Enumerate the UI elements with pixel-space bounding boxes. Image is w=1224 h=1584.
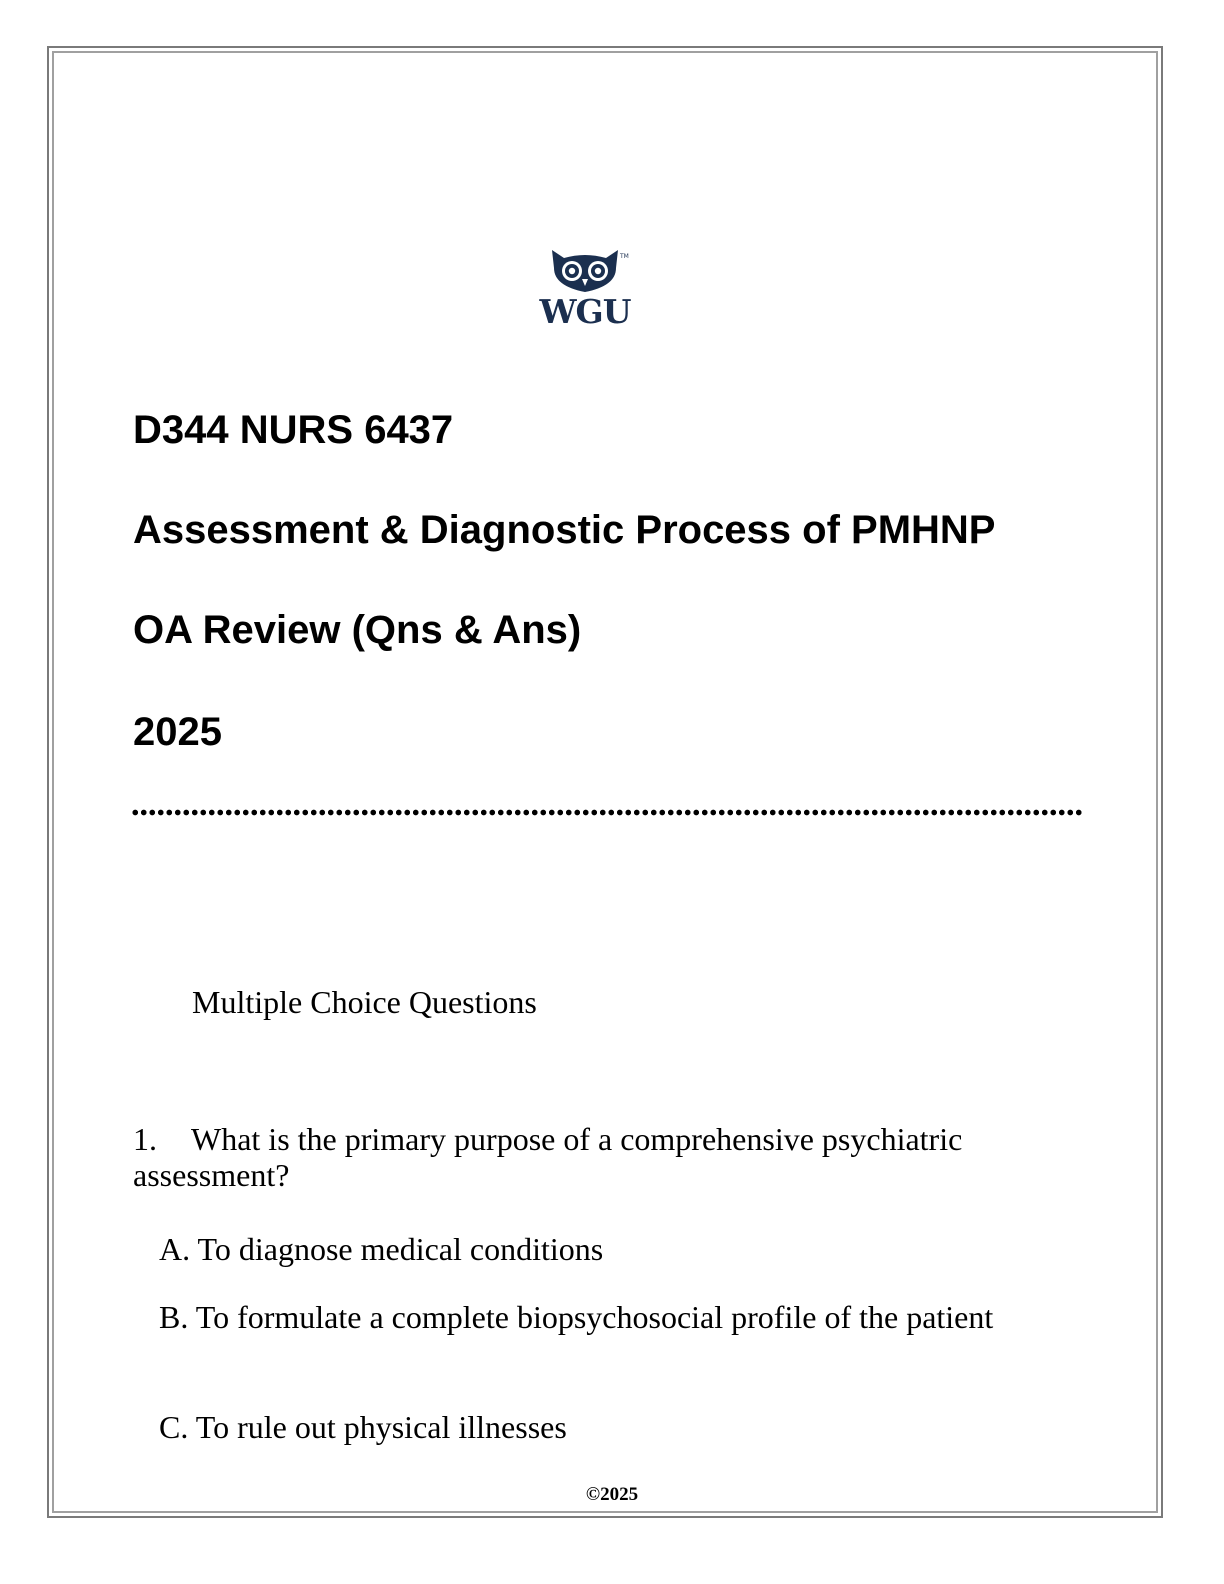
option-a: A. To diagnose medical conditions: [159, 1231, 604, 1267]
question-1: [133, 1121, 1093, 1193]
question-text: What is the primary purpose of a comprehensive psychiatric assessment?: [133, 1121, 963, 1193]
course-name: Assessment & Diagnostic Process of PMHNP: [133, 508, 996, 552]
course-code: D344 NURS 6437: [133, 408, 454, 452]
option-b: B. To formulate a complete biopsychosocial profile of the patient: [159, 1299, 994, 1335]
wgu-logo: [530, 246, 640, 336]
document-year: 2025: [133, 710, 222, 754]
dotted-divider: [131, 808, 1083, 817]
owl-icon: [530, 246, 640, 294]
option-c: C. To rule out physical illnesses: [159, 1409, 567, 1445]
logo-wordmark: WGU: [539, 292, 631, 331]
copyright-footer: ©2025: [585, 1484, 639, 1505]
section-label: Multiple Choice Questions: [192, 984, 537, 1020]
question-number: 1.: [133, 1121, 157, 1157]
svg-text:TM: TM: [620, 253, 629, 260]
document-subtitle: OA Review (Qns & Ans): [133, 608, 582, 652]
